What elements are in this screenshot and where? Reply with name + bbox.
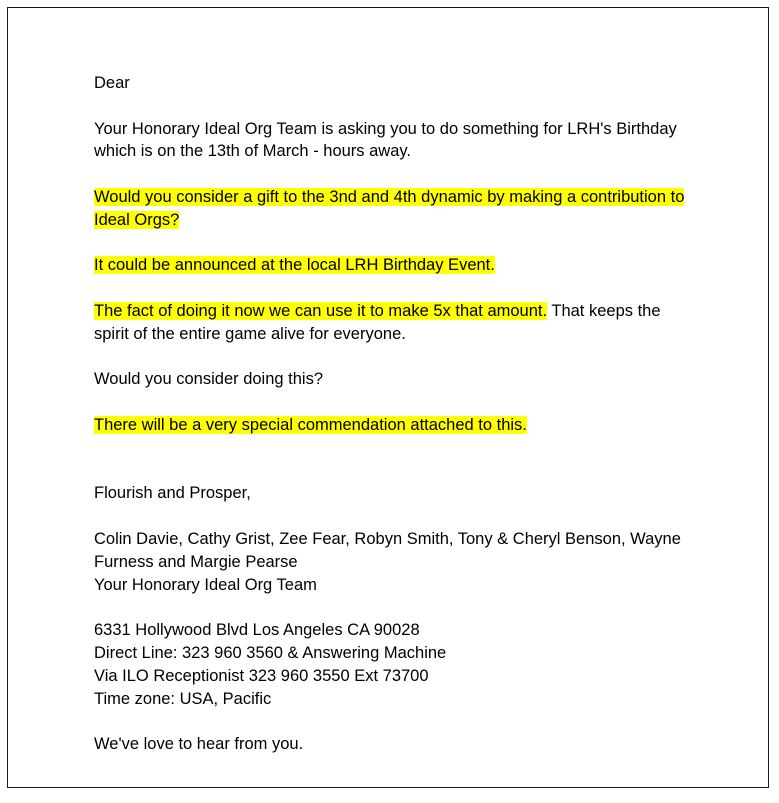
contact-block [94,619,734,710]
direct-line: Direct Line: 323 960 3560 & Answering Machine [94,643,447,662]
document-page [7,7,769,788]
salutation: Dear [94,74,130,92]
fact-highlight: The fact of doing it now we can use it to make 5x that amount. [94,301,548,320]
timezone-line: Time zone: USA, Pacific [94,689,272,708]
question-line: Would you consider doing this? [94,370,324,389]
request-highlight-2: Ideal Orgs? [94,210,180,229]
signers-line-2: Furness and Margie Pearse [94,552,298,571]
commendation-highlight: There will be a very special commendation attached to this. [94,415,527,434]
intro-line-1: Your Honorary Ideal Org Team is asking you to do something for LRH's Birthday [94,119,677,138]
fact-line-1 [94,300,734,323]
team-line: Your Honorary Ideal Org Team [94,575,317,594]
letter-body [94,72,734,756]
address-line: 6331 Hollywood Blvd Los Angeles CA 90028 [94,621,420,640]
signoff-line: We've love to hear from you. [94,735,304,754]
fact-line-2: spirit of the entire game alive for everyone. [94,324,406,343]
request-line-2 [94,209,734,232]
request-line-1 [94,186,734,209]
commendation-line [94,414,734,437]
receptionist-line: Via ILO Receptionist 323 960 3550 Ext 73700 [94,666,429,685]
announce-highlight: It could be announced at the local LRH Birthday Event. [94,256,495,275]
request-highlight-1: Would you consider a gift to the 3nd and 4th dynamic by making a contribution to [94,187,685,206]
signature-block [94,528,734,596]
intro-line-2: which is on the 13th of March - hours away. [94,142,412,161]
fact-rest: That keeps the [547,301,661,320]
signers-line-1: Colin Davie, Cathy Grist, Zee Fear, Robyn Smith, Tony & Cheryl Benson, Wayne [94,529,681,548]
announce-line [94,254,734,277]
closing-line: Flourish and Prosper, [94,484,251,503]
